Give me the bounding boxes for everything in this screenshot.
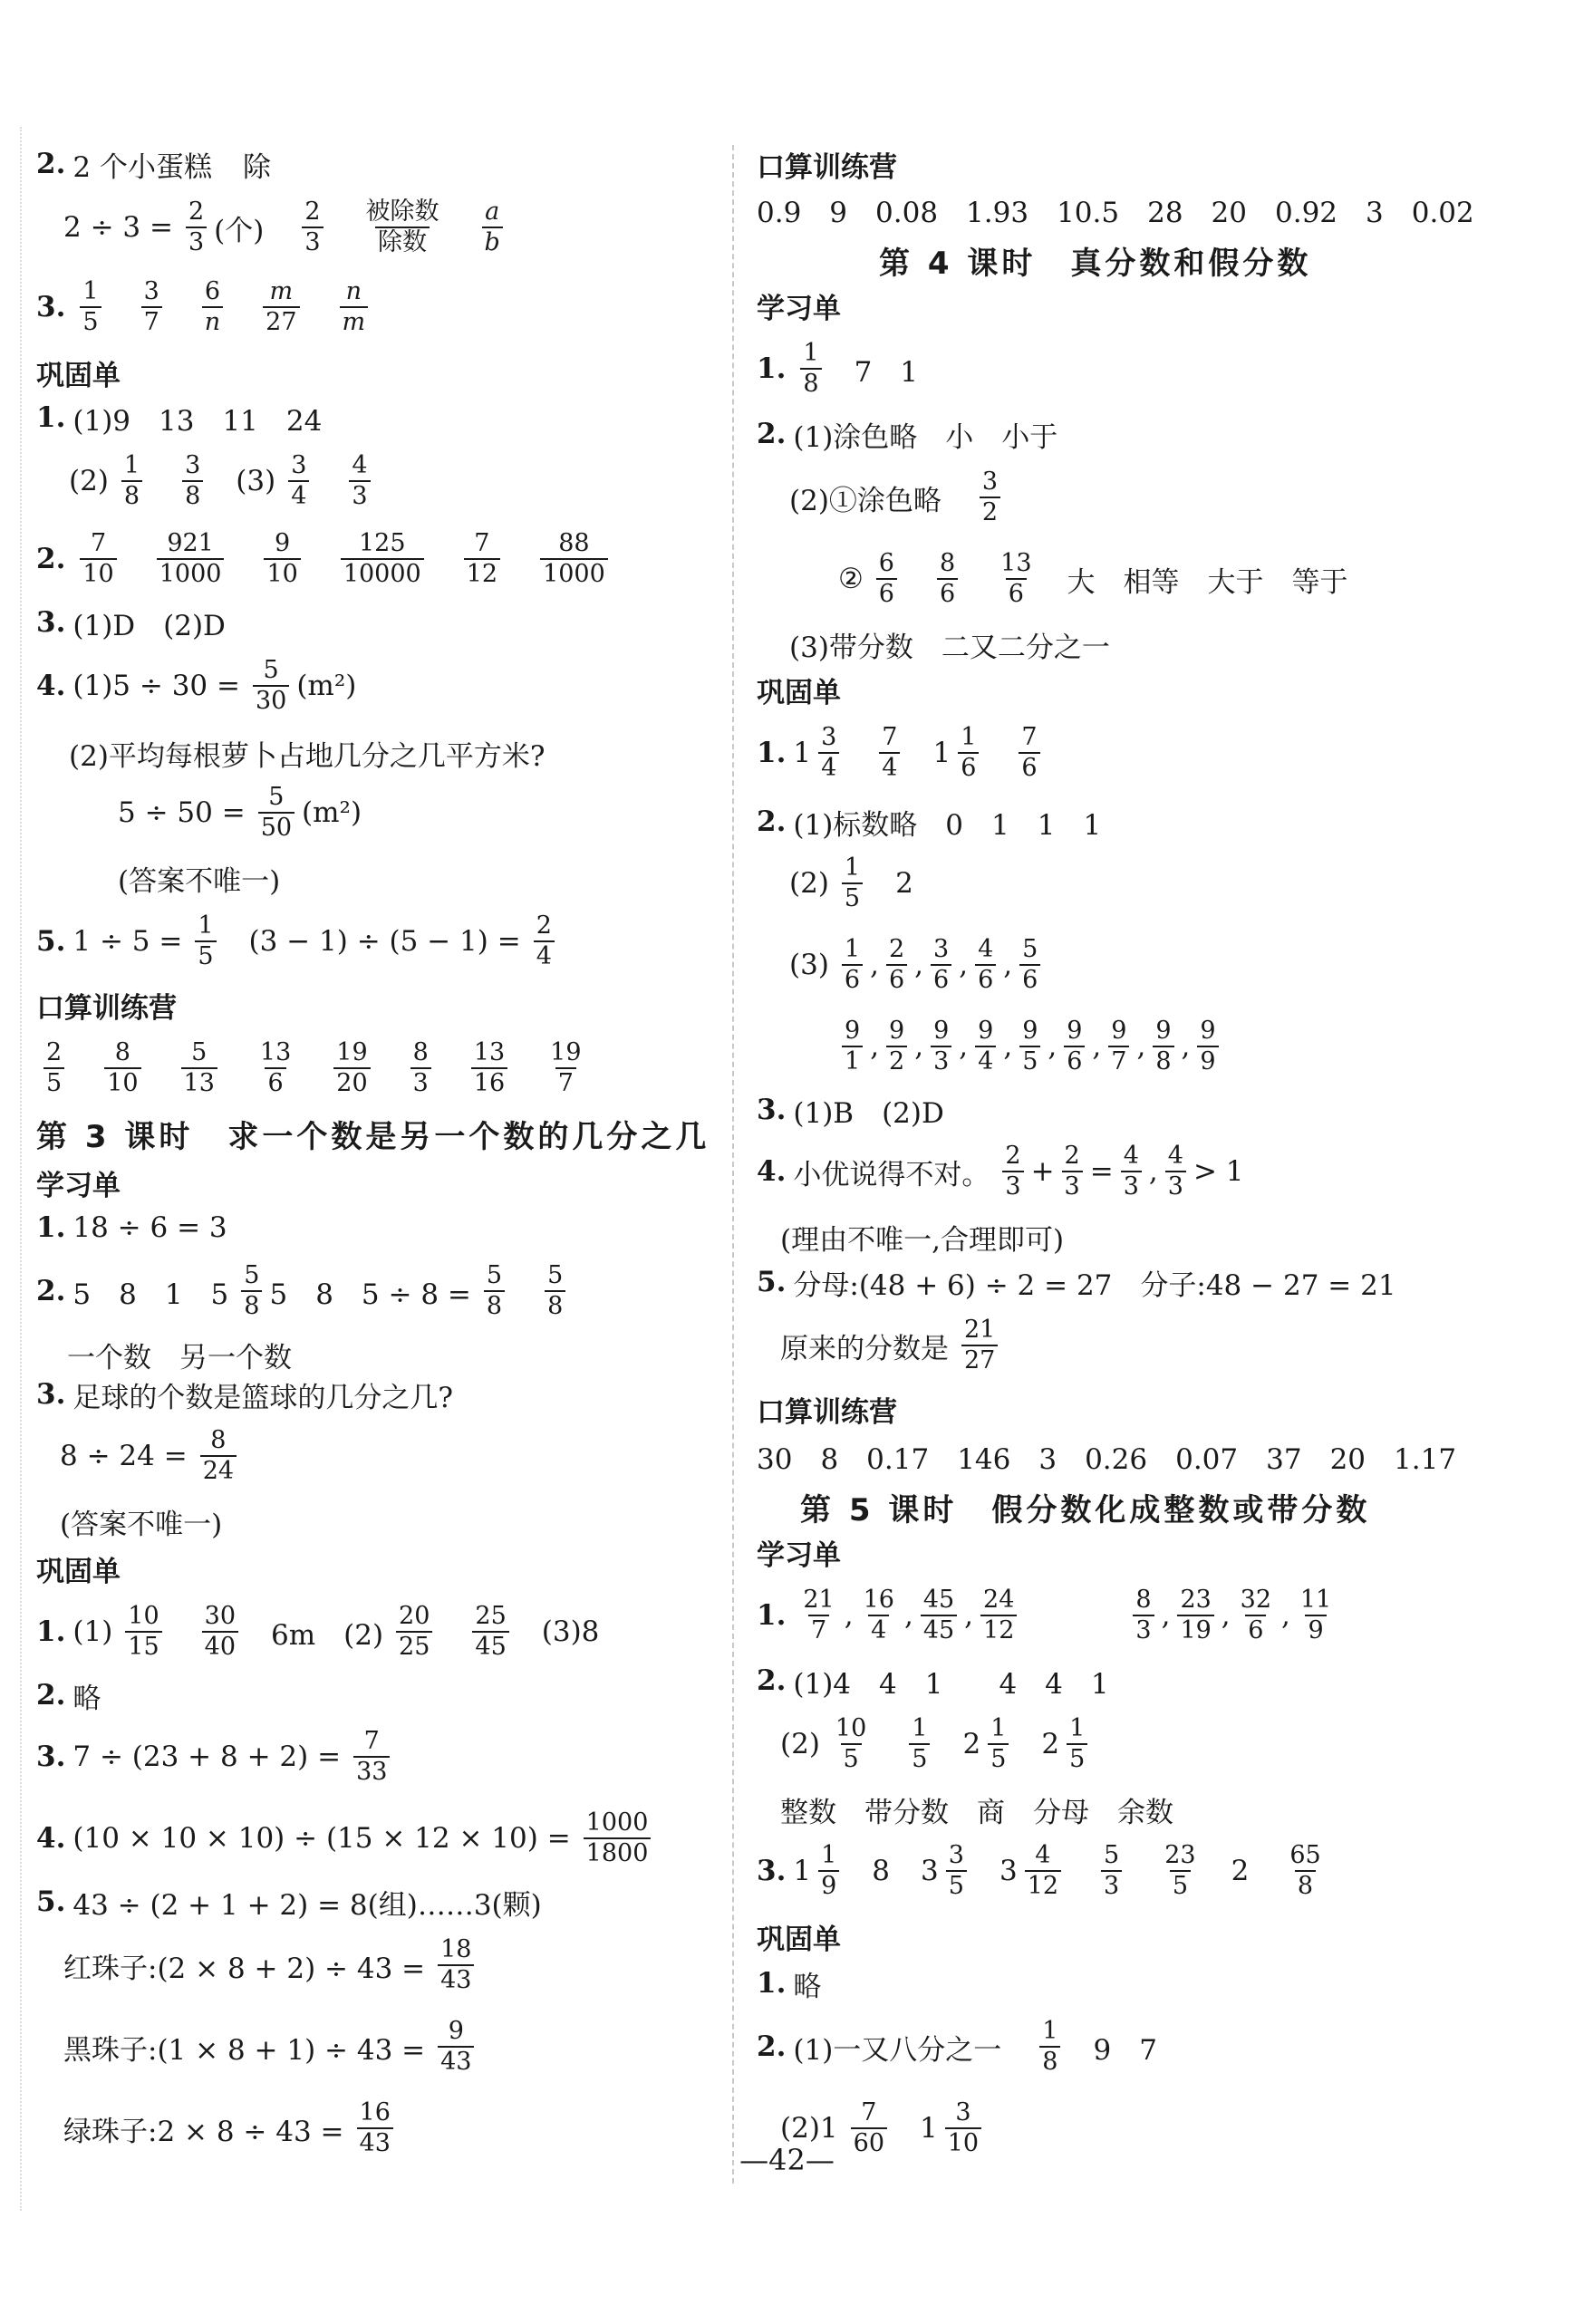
answer-line: ② $\frac{6}{6}$ $\frac{8}{6}$ $\frac{13}{6}$ 大 相等 大于 等于 <box>838 548 1348 608</box>
fraction: $\frac{4}{12}$ <box>1025 1843 1061 1900</box>
fraction: $\frac{9}{5}$ <box>1019 1018 1040 1075</box>
answer-line: 2. $\frac{7}{10}$ $\frac{921}{1000}$ $\frac{9}{10}$ $\frac{125}{10000}$ $\frac{7}{12}$ $\frac{88}{1000}$ <box>36 527 615 591</box>
fraction: $\frac{7}{10}$ <box>80 531 116 588</box>
fraction: $\frac{8}{6}$ <box>937 551 958 608</box>
fraction: $\frac{45}{45}$ <box>921 1587 957 1644</box>
fraction: $\frac{7}{6}$ <box>1019 725 1039 782</box>
answer-line: 3. 足球的个数是篮球的几分之几? <box>36 1378 453 1414</box>
section-heading: 巩固单 <box>757 1923 841 1956</box>
fraction: $\frac{m}{27}$ <box>263 279 299 336</box>
section-heading: 巩固单 <box>36 1555 121 1588</box>
fraction: $\frac{4}{3}$ <box>1165 1143 1186 1201</box>
answer-line: 2. (1)一又八分之一 $\frac{1}{8}$ 9 7 <box>757 2016 1157 2076</box>
fraction: $\frac{2}{3}$ <box>1062 1143 1083 1201</box>
fraction: $\frac{2}{3}$ <box>302 199 323 256</box>
answer-line: 2. (1)4 4 1 4 4 1 <box>757 1664 1109 1701</box>
fraction: $\frac{3}{4}$ <box>818 725 839 782</box>
answer-line <box>36 1037 592 1100</box>
fraction: $\frac{65}{8}$ <box>1289 1840 1321 1900</box>
answer-line: 0.9 9 0.08 1.93 10.5 28 20 0.92 3 0.02 <box>757 196 1474 229</box>
fraction: $\frac{7}{4}$ <box>879 725 900 782</box>
fraction: $\frac{20}{25}$ <box>396 1604 432 1661</box>
fraction: $\frac{4}{3}$ <box>1121 1143 1142 1201</box>
fraction: $\frac{a}{b}$ <box>482 199 503 256</box>
fraction: $\frac{9}{2}$ <box>886 1018 907 1075</box>
fraction: $\frac{5}{6}$ <box>1019 937 1040 994</box>
fraction: $\frac{5}{50}$ <box>258 785 295 842</box>
fraction: $\frac{3}{8}$ <box>182 453 203 510</box>
answer-line: (2) $\frac{10}{5}$ $\frac{1}{5}$ 2 $\frac{1}{5}$ 2 $\frac{1}{5}$ <box>780 1712 1095 1776</box>
fraction: $\frac{6}{n}$ <box>202 279 223 336</box>
fraction: $\frac{24}{12}$ <box>980 1587 1017 1644</box>
fraction: $\frac{9}{1}$ <box>842 1018 863 1075</box>
fraction: $\frac{7}{60}$ <box>851 2100 887 2157</box>
fraction: $\frac{88}{1000}$ <box>540 531 608 588</box>
answer-line: 30 8 0.17 146 3 0.26 0.07 37 20 1.17 <box>757 1442 1457 1476</box>
fraction: $\frac{1}{9}$ <box>818 1843 839 1900</box>
fraction: $\frac{9}{4}$ <box>975 1018 996 1075</box>
fraction: $\frac{2}{4}$ <box>534 913 555 970</box>
fraction: $\frac{1}{6}$ <box>958 725 979 782</box>
fraction: $\frac{2}{3}$ <box>1002 1143 1023 1201</box>
fraction: $\frac{1}{6}$ <box>842 937 863 994</box>
answer-line: 1. 1 $\frac{3}{4}$ $\frac{7}{4}$ 1 $\frac{1}{6}$ $\frac{7}{6}$ <box>757 721 1048 785</box>
fraction: $\frac{1}{8}$ <box>121 453 142 510</box>
answer-line: (2)①涂色略 $\frac{3}{2}$ <box>789 466 1008 529</box>
answer-line: 5. 43 ÷ (2 + 1 + 2) = 8(组)……3(颗) <box>36 1885 542 1922</box>
section-heading: 口算训练营 <box>757 1395 897 1429</box>
fraction: $\frac{3}{5}$ <box>946 1843 967 1900</box>
answer-line: (2) $\frac{1}{8}$ $\frac{3}{8}$ (3) $\frac{3}{4}$ $\frac{4}{3}$ <box>69 449 378 513</box>
fraction: $\frac{8}{24}$ <box>200 1428 237 1485</box>
answer-line: (答案不唯一) <box>118 864 281 898</box>
answer-line: (答案不唯一) <box>60 1508 223 1541</box>
fraction: $\frac{11}{9}$ <box>1299 1585 1332 1644</box>
answer-line: 1. $\frac{21}{7}$ , $\frac{16}{4}$ , $\frac{45}{45}$ , $\frac{24}{12}$ $\frac{8}{3}$ , $\frac{23}{19}$ , $\frac{32}{6}$ , $\frac{11}{9}$ <box>757 1584 1341 1647</box>
fraction: $\frac{2}{5}$ <box>43 1040 64 1097</box>
fraction: $\frac{7}{12}$ <box>464 531 500 588</box>
fraction: $\frac{8}{3}$ <box>410 1040 431 1097</box>
answer-line: 1. (1) $\frac{10}{15}$ $\frac{30}{40}$ 6m (2) $\frac{20}{25}$ $\frac{25}{45}$ (3)8 <box>36 1601 600 1661</box>
fraction: $\frac{30}{40}$ <box>202 1604 238 1661</box>
fraction: $\frac{4}{3}$ <box>349 453 370 510</box>
answer-line: 2. (1)标数略 0 1 1 1 <box>757 805 1102 842</box>
section-heading: 学习单 <box>757 1538 841 1572</box>
fraction: $\frac{5}{8}$ <box>241 1263 262 1320</box>
fraction: $\frac{9}{8}$ <box>1153 1018 1173 1075</box>
fraction: $\frac{5}{8}$ <box>545 1263 565 1320</box>
fraction: $\frac{32}{6}$ <box>1240 1585 1272 1644</box>
fraction: $\frac{8}{10}$ <box>104 1040 140 1097</box>
answer-line: $\frac{9}{1}$ , $\frac{9}{2}$ , $\frac{9}{3}$ , $\frac{9}{4}$ , $\frac{9}{5}$ , $\frac{9}{6}$ , $\frac{9}{7}$ , $\frac{9}{8}$ , $\frac{9}{9}$ <box>835 1015 1226 1078</box>
fraction: $\frac{1}{8}$ <box>800 341 821 398</box>
answer-line: 3. (1)B (2)D <box>757 1094 944 1130</box>
fraction: $\frac{13}{6}$ <box>259 1037 292 1097</box>
fraction: $\frac{19}{20}$ <box>333 1040 370 1097</box>
answer-line: (3) $\frac{1}{6}$ , $\frac{2}{6}$ , $\frac{3}{6}$ , $\frac{4}{6}$ , $\frac{5}{6}$ <box>789 933 1048 997</box>
answer-line: 整数 带分数 商 分母 余数 <box>780 1796 1173 1829</box>
fraction: $\frac{n}{m}$ <box>340 279 369 336</box>
fraction: $\frac{7}{33}$ <box>353 1729 390 1786</box>
section-heading: 巩固单 <box>36 359 121 392</box>
fraction: $\frac{1}{5}$ <box>80 279 101 336</box>
fraction: $\frac{10}{5}$ <box>835 1713 867 1773</box>
fraction: $\frac{1}{5}$ <box>909 1716 930 1773</box>
answer-line: 1. 略 <box>757 1967 822 2003</box>
answer-line: 原来的分数是 $\frac{21}{27}$ <box>780 1314 1005 1377</box>
answer-line: 3. 1 $\frac{1}{9}$ 8 3 $\frac{3}{5}$ 3 $\frac{4}{12}$ $\frac{5}{3}$ $\frac{23}{5}$ 2 $\frac{65}{8}$ <box>757 1839 1331 1903</box>
fraction: $\frac{25}{45}$ <box>472 1604 508 1661</box>
fraction: $\frac{125}{10000}$ <box>341 531 424 588</box>
fraction: $\frac{23}{5}$ <box>1164 1840 1196 1900</box>
fraction: $\frac{19}{7}$ <box>550 1037 582 1097</box>
fraction: $\frac{18}{43}$ <box>438 1937 474 1994</box>
answer-line: (2)平均每根萝卜占地几分之几平方米? <box>69 739 546 773</box>
lesson-title: 第 5 课时 假分数化成整数或带分数 <box>800 1491 1371 1528</box>
fraction: $\frac{3}{2}$ <box>980 469 1000 526</box>
answer-line: (2) $\frac{1}{5}$ 2 <box>789 853 913 912</box>
fraction: $\frac{5}{8}$ <box>484 1263 505 1320</box>
fraction: $\frac{1}{5}$ <box>1067 1716 1087 1773</box>
fraction: $\frac{13}{6}$ <box>1000 548 1032 608</box>
fraction: $\frac{1}{8}$ <box>1039 2019 1060 2076</box>
answer-line: 1. $\frac{1}{8}$ 7 1 <box>757 338 919 398</box>
fraction: $\frac{3}{6}$ <box>931 937 951 994</box>
section-heading: 学习单 <box>36 1169 121 1202</box>
answer-line: 2. 5 8 1 5 $\frac{5}{8}$ 5 8 5 ÷ 8 = $\frac{5}{8}$ $\frac{5}{8}$ <box>36 1259 573 1323</box>
answer-line: 3. (1)D (2)D <box>36 606 226 642</box>
answer-line: 黑珠子:(1 × 8 + 1) ÷ 43 = $\frac{9}{43}$ <box>63 2015 481 2078</box>
answer-line: (3)带分数 二又二分之一 <box>789 631 1110 664</box>
answer-line: (2)1 $\frac{7}{60}$ 1 $\frac{3}{10}$ <box>780 2097 989 2160</box>
fraction: $\frac{\text{被除数}}{\text{除数}}$ <box>365 197 439 256</box>
fraction: $\frac{1}{5}$ <box>988 1716 1009 1773</box>
fraction: $\frac{5}{3}$ <box>1101 1843 1122 1900</box>
fraction: $\frac{21}{27}$ <box>961 1317 998 1374</box>
answer-line: 1. (1)9 13 11 24 <box>36 401 323 438</box>
section-heading: 学习单 <box>757 292 841 325</box>
fraction: $\frac{921}{1000}$ <box>157 531 225 588</box>
answer-line: 2. 略 <box>36 1679 101 1715</box>
fraction: $\frac{13}{16}$ <box>471 1040 507 1097</box>
fraction: $\frac{23}{19}$ <box>1177 1587 1213 1644</box>
fraction: $\frac{1000}{1800}$ <box>584 1810 652 1867</box>
fraction: $\frac{9}{7}$ <box>1108 1018 1129 1075</box>
answer-line: 5. 1 ÷ 5 = $\frac{1}{5}$ (3 − 1) ÷ (5 − 1) = $\frac{2}{4}$ <box>36 910 562 973</box>
answer-line: 1. 18 ÷ 6 = 3 <box>36 1211 227 1244</box>
fraction: $\frac{8}{3}$ <box>1133 1587 1154 1644</box>
fraction: $\frac{9}{9}$ <box>1197 1018 1218 1075</box>
answer-line: 3. $\frac{1}{5}$ $\frac{3}{7}$ $\frac{6}{n}$ $\frac{m}{27}$ $\frac{n}{m}$ <box>36 275 375 339</box>
fraction: $\frac{3}{7}$ <box>141 279 162 336</box>
fraction: $\frac{5}{30}$ <box>253 658 289 715</box>
answer-line: 2 ÷ 3 = $\frac{2}{3}$ (个) $\frac{2}{3}$ $\frac{\text{被除数}}{\text{除数}}$ $\frac{a}{b}$ <box>63 196 510 259</box>
answer-line: 5. 分母:(48 + 6) ÷ 2 = 27 分子:48 − 27 = 21 <box>757 1266 1396 1302</box>
page-number: —42— <box>739 2143 835 2177</box>
fraction: $\frac{16}{4}$ <box>863 1585 894 1644</box>
answer-line: 8 ÷ 24 = $\frac{8}{24}$ <box>60 1424 244 1488</box>
fraction: $\frac{21}{7}$ <box>803 1585 835 1644</box>
fraction: $\frac{9}{43}$ <box>438 2019 474 2076</box>
answer-line: 4. (10 × 10 × 10) ÷ (15 × 12 × 10) = $\frac{1000}{1800}$ <box>36 1807 658 1870</box>
fraction: $\frac{9}{3}$ <box>931 1018 951 1075</box>
fraction: $\frac{6}{6}$ <box>876 551 897 608</box>
lesson-title: 第 3 课时 求一个数是另一个数的几分之几 <box>36 1118 710 1155</box>
fraction: $\frac{16}{43}$ <box>357 2100 393 2157</box>
section-heading: 口算训练营 <box>36 991 177 1025</box>
answer-line: (理由不唯一,合理即可) <box>780 1223 1065 1257</box>
column-divider <box>732 145 734 2184</box>
fraction: $\frac{2}{3}$ <box>186 199 207 256</box>
fraction: $\frac{3}{4}$ <box>288 453 309 510</box>
lesson-title: 第 4 课时 真分数和假分数 <box>879 245 1312 282</box>
fraction: $\frac{10}{15}$ <box>125 1604 161 1661</box>
fraction: $\frac{1}{5}$ <box>842 855 863 912</box>
answer-line: 5 ÷ 50 = $\frac{5}{50}$ (m²) <box>118 782 362 842</box>
answer-line: 绿珠子:2 × 8 ÷ 43 = $\frac{16}{43}$ <box>63 2097 401 2160</box>
section-heading: 口算训练营 <box>757 150 897 184</box>
fraction: $\frac{5}{13}$ <box>181 1040 217 1097</box>
fraction: $\frac{3}{10}$ <box>945 2100 981 2157</box>
answer-line: 3. 7 ÷ (23 + 8 + 2) = $\frac{7}{33}$ <box>36 1725 397 1789</box>
fraction: $\frac{9}{10}$ <box>264 531 300 588</box>
answer-line: 4. (1)5 ÷ 30 = $\frac{5}{30}$ (m²) <box>36 655 357 715</box>
answer-line: 4. 小优说得不对。 $\frac{2}{3}$ + $\frac{2}{3}$ = $\frac{4}{3}$ , $\frac{4}{3}$ > 1 <box>757 1141 1244 1201</box>
fraction: $\frac{1}{5}$ <box>195 913 216 970</box>
page-edge-dots <box>20 127 22 2211</box>
fraction: $\frac{9}{6}$ <box>1064 1018 1085 1075</box>
answer-line: 一个数 另一个数 <box>67 1341 292 1374</box>
answer-line: 红珠子:(2 × 8 + 2) ÷ 43 = $\frac{18}{43}$ <box>63 1933 481 1997</box>
answer-line: 2. 2 个小蛋糕 除 <box>36 148 271 184</box>
answer-line: 2. (1)涂色略 小 小于 <box>757 418 1058 454</box>
section-heading: 巩固单 <box>757 676 841 709</box>
fraction: $\frac{2}{6}$ <box>886 937 907 994</box>
fraction: $\frac{4}{6}$ <box>975 937 996 994</box>
